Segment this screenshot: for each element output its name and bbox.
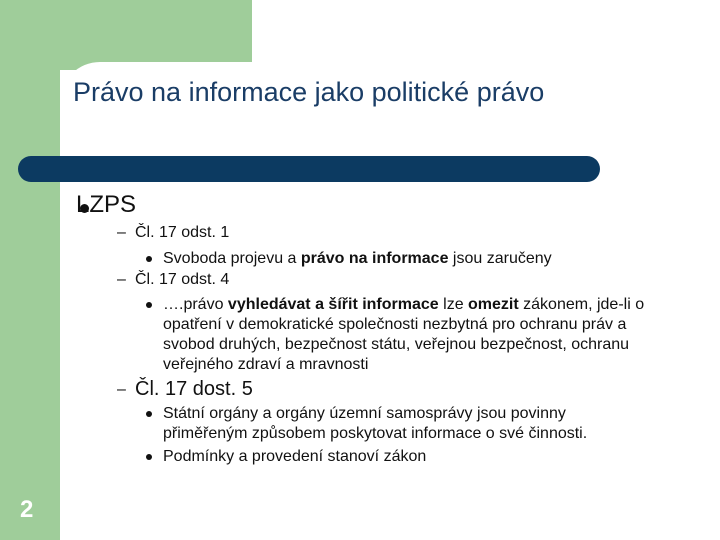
bullet-dot-icon bbox=[146, 302, 152, 308]
page-number: 2 bbox=[20, 496, 34, 523]
article-text: ….právo vyhledávat a šířit informace lze omezit zákonem, jde-li o opatření v demokratické společnosti nezbytná pro ochranu práv a svobod druhých, bezpečnost státu, veřejnou bezpečnost, ochranu veřejného zdraví a mravnosti bbox=[163, 296, 645, 373]
slide-title: Právo na informace jako politické právo bbox=[73, 77, 545, 107]
dash-icon: – bbox=[117, 224, 126, 241]
dash-icon: – bbox=[117, 271, 126, 288]
article-label: Čl. 17 odst. 4 bbox=[135, 271, 230, 288]
bullet-dot-icon bbox=[146, 411, 152, 417]
dash-icon: – bbox=[117, 381, 126, 398]
decorative-green-column-left bbox=[0, 0, 60, 540]
bullet-dot-icon bbox=[146, 454, 152, 460]
title-underline-bar bbox=[18, 156, 600, 182]
article-label: Čl. 17 dost. 5 bbox=[135, 378, 253, 400]
article-label: Čl. 17 odst. 1 bbox=[135, 224, 230, 241]
bullet-lzps: LZPS bbox=[76, 191, 137, 218]
article-text: Svoboda projevu a právo na informace jsou zaručeny bbox=[163, 250, 552, 267]
bullet-dot-icon bbox=[146, 256, 152, 262]
article-text: Státní orgány a orgány územní samosprávy jsou povinny přiměřeným způsobem poskytovat informace o své činnosti. bbox=[163, 405, 588, 442]
article-text: Podmínky a provedení stanoví zákon bbox=[163, 448, 427, 465]
